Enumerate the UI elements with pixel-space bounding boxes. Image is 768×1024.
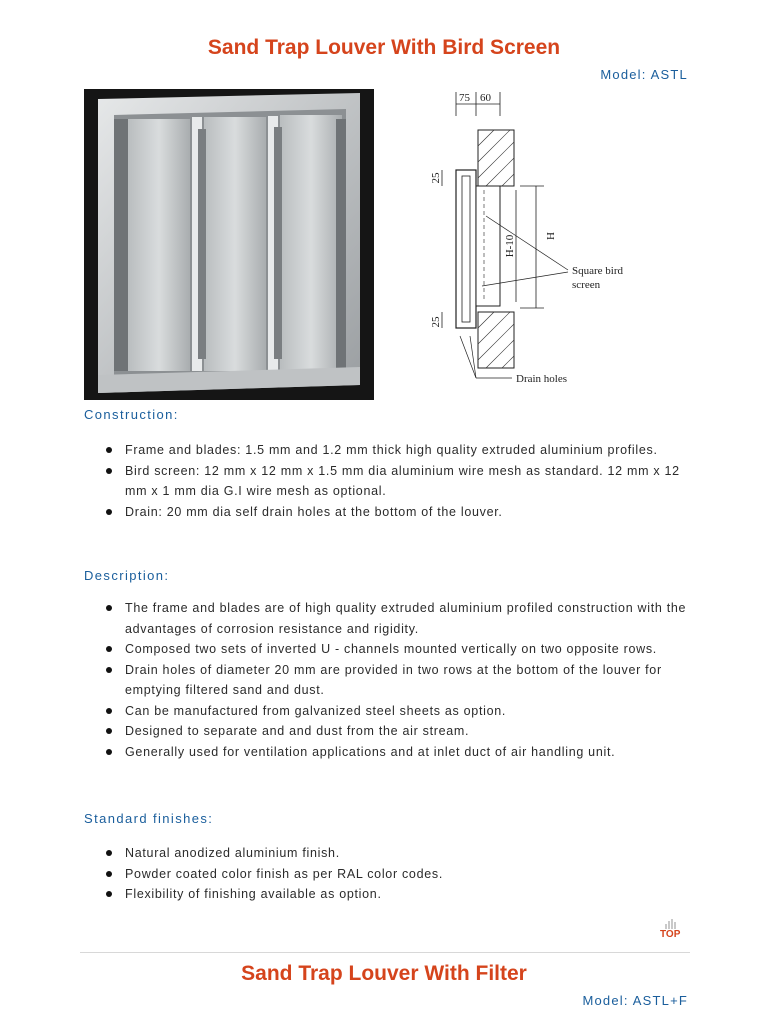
description-heading: Description: <box>84 568 170 583</box>
label-screen-1: Square bird <box>572 265 624 277</box>
dim-top-right: 60 <box>480 92 491 104</box>
section2-title: Sand Trap Louver With Filter <box>241 962 527 985</box>
construction-list <box>104 440 694 522</box>
bullet-icon <box>106 447 112 453</box>
list-item: The frame and blades are of high quality extruded aluminium profiled construction with the advantages of corrosion resistance and rigidity. <box>104 598 694 639</box>
list-item: Drain holes of diameter 20 mm are provided in two rows at the bottom of the louver for emptying filtered sand and dust. <box>104 660 694 701</box>
dim-side-bottom: 25 <box>430 316 442 328</box>
label-screen-2: screen <box>572 279 601 291</box>
list-item: Natural anodized aluminium finish. <box>104 843 694 864</box>
dim-inner: H-10 <box>504 234 516 258</box>
back-to-top-button[interactable] <box>656 918 686 944</box>
bullet-icon <box>106 871 112 877</box>
list-item: Can be manufactured from galvanized steel sheets as option. <box>104 701 694 722</box>
dim-side-top: 25 <box>430 172 442 184</box>
dim-top-left: 75 <box>459 92 470 104</box>
technical-drawing <box>420 86 670 406</box>
section2-model-number: Model: ASTL+F <box>582 993 688 1008</box>
bullet-icon <box>106 605 112 611</box>
page-title: Sand Trap Louver With Bird Screen <box>207 36 561 59</box>
section-divider <box>80 952 690 953</box>
bullet-icon <box>106 468 112 474</box>
bullet-icon <box>106 728 112 734</box>
bullet-icon <box>106 509 112 515</box>
list-item: Powder coated color finish as per RAL color codes. <box>104 864 694 885</box>
bullet-icon <box>106 749 112 755</box>
model-number: Model: ASTL <box>600 67 688 82</box>
bullet-icon <box>106 667 112 673</box>
list-item: Designed to separate and and dust from the air stream. <box>104 721 694 742</box>
bullet-icon <box>106 708 112 714</box>
finishes-list <box>104 843 694 905</box>
list-item: Frame and blades: 1.5 mm and 1.2 mm thick high quality extruded aluminium profiles. <box>104 440 694 461</box>
description-list <box>104 598 694 762</box>
list-item: Composed two sets of inverted U - channels mounted vertically on two opposite rows. <box>104 639 694 660</box>
label-drain: Drain holes <box>516 373 568 385</box>
list-item: Generally used for ventilation applications and at inlet duct of air handling unit. <box>104 742 694 763</box>
dim-height: H <box>545 232 557 240</box>
list-item: Bird screen: 12 mm x 12 mm x 1.5 mm dia aluminium wire mesh as standard. 12 mm x 12 mm x 1 mm dia G.I wire mesh as optional. <box>104 461 694 502</box>
product-photo <box>84 89 374 400</box>
bullet-icon <box>106 850 112 856</box>
finishes-heading: Standard finishes: <box>84 811 214 826</box>
top-label: TOP <box>660 929 681 940</box>
bullet-icon <box>106 891 112 897</box>
bullet-icon <box>106 646 112 652</box>
list-item: Drain: 20 mm dia self drain holes at the bottom of the louver. <box>104 502 694 523</box>
construction-heading: Construction: <box>84 407 179 422</box>
list-item: Flexibility of finishing available as option. <box>104 884 694 905</box>
